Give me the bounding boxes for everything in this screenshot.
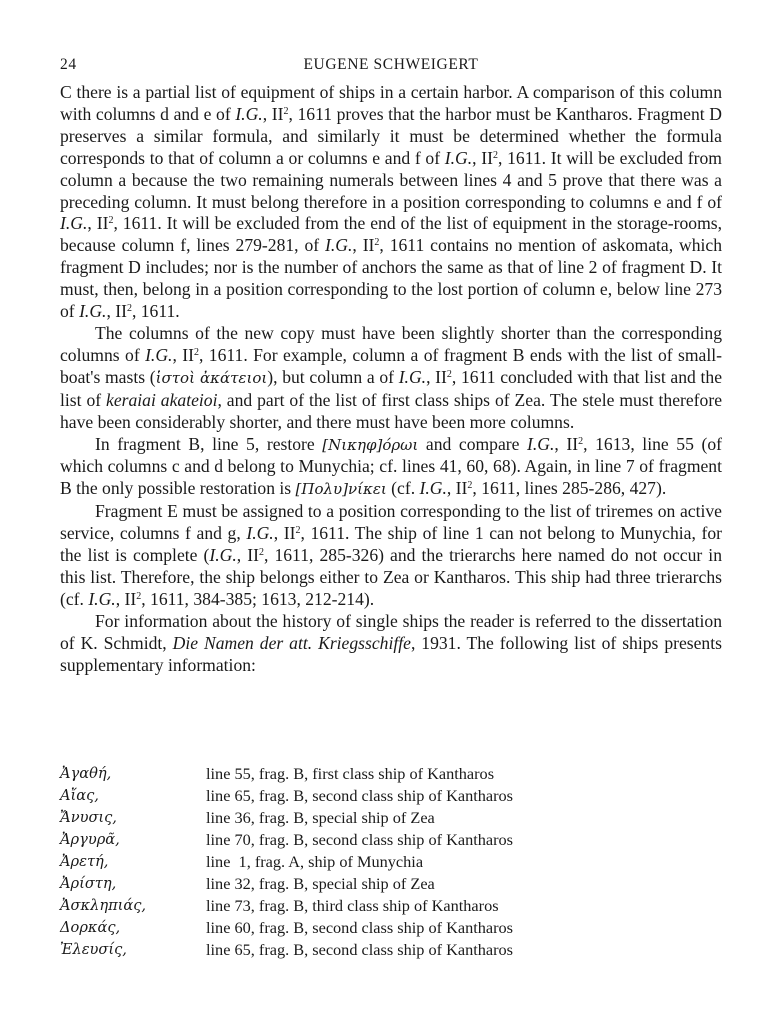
ship-name: Ἀγαθή,: [60, 765, 112, 782]
ship-name: Ἐλευσίς,: [60, 941, 127, 958]
ship-description: line 70, frag. B, second class ship of Kantharos: [206, 830, 514, 849]
ship-description: line 73, frag. B, third class ship of Kantharos: [206, 896, 499, 915]
ship-list-item: [60, 873, 620, 895]
ship-list-item: [60, 851, 620, 873]
ship-description: line 36, frag. B, special ship of Zea: [206, 808, 435, 827]
ship-description: line 55, frag. B, first class ship of Kantharos: [206, 764, 495, 783]
paragraph: In fragment B, line 5, restore [Νικηφ]όρωι and compare I.G., $II^2$, 1613, line 55 (of which columns c and d belong to Munychia; cf. lines 41, 60, 68). Again, in line 7 of fragment B the only possible restoration is [Πολυ]νίκει (cf. I.G., $II^2$, 1611, lines 285-286, 427).: [60, 433, 722, 499]
page-content: [60, 56, 722, 676]
ship-name: Ἄνυσις,: [60, 809, 117, 826]
ship-description: line 65, frag. B, second class ship of Kantharos: [206, 786, 514, 805]
ship-list-item: [60, 785, 620, 807]
ship-name: Ἀρετή,: [60, 853, 109, 870]
ship-name: Ἀρίστη,: [60, 875, 117, 892]
ship-list-item: [60, 939, 620, 961]
ship-list-item: [60, 829, 620, 851]
ship-name: Δορκάς,: [60, 919, 121, 936]
ship-list-item: [60, 807, 620, 829]
page-header: [60, 56, 722, 82]
ship-description: line 32, frag. B, special ship of Zea: [206, 874, 435, 893]
ship-list-item: [60, 917, 620, 939]
paragraph: Fragment E must be assigned to a position corresponding to the list of triremes on active service, columns f and g, I.G., $II^2$, 1611. The ship of line 1 can not belong to Munychia, for the list is complete (I.G., $II^2$, 1611, 285-326) and the trierarchs here named do not occur in this list. Therefore, the ship belongs either to Zea or Kantharos. This ship had three trierarchs (cf. I.G., $II^2$, 1611, 384-385; 1613, 212-214).: [60, 501, 723, 609]
ship-description: line 65, frag. B, second class ship of Kantharos: [206, 940, 514, 959]
paragraph: C there is a partial list of equipment of ships in a certain harbor. A comparison of this column with columns d and e of I.G., $II^2$, 1611 proves that the harbor must be Kantharos. Fragment D preserves a similar formula, and similarly it must be determined whether the formula corresponds to that of column a or columns e and f of I.G., $II^2$, 1611. It will be excluded from column a because the two remaining numerals between lines 4 and 5 prove that there was a preceding column. It must belong therefore in a position corresponding to columns e and f of I.G., $II^2$, 1611. It will be excluded from the end of the list of equipment in the storage-rooms, because column f, lines 279-281, of I.G., $II^2$, 1611 contains no mention of askomata, which fragment D includes; nor is the number of anchors the same as that of line 2 of fragment D. It must, then, belong in a position corresponding to the lost portion of column e, below line 273 of I.G., $II^2$, 1611.: [60, 82, 723, 322]
ship-description: line 1, frag. A, ship of Munychia: [206, 852, 424, 871]
page-number: 24: [60, 56, 77, 73]
paragraph: The columns of the new copy must have been slightly shorter than the corresponding columns of I.G., $II^2$, 1611. For example, column a of fragment B ends with the list of small-boat's masts (ἱστοὶ ἀκάτειοι), but column a of I.G., $II^2$, 1611 concluded with that list and the list of keraiai akateioi, and part of the list of first class ships of Zea. The stele must therefore have been considerably shorter, and there must have been more columns.: [60, 322, 723, 432]
body-text: [60, 82, 722, 676]
ship-name: Ἀργυρᾶ,: [60, 831, 120, 848]
ship-name: Αἴας,: [60, 787, 99, 804]
ship-name: Ἀσκληπιάς,: [60, 897, 147, 914]
ship-list: [60, 763, 620, 961]
ship-list-item: [60, 895, 620, 917]
ship-description: line 60, frag. B, second class ship of Kantharos: [206, 918, 514, 937]
paragraph: For information about the history of single ships the reader is referred to the dissertation of K. Schmidt, Die Namen der att. Kriegsschiffe, 1931. The following list of ships presents supplementary information:: [60, 610, 722, 675]
running-title: EUGENE SCHWEIGERT: [303, 56, 479, 73]
ship-list-item: [60, 763, 620, 785]
